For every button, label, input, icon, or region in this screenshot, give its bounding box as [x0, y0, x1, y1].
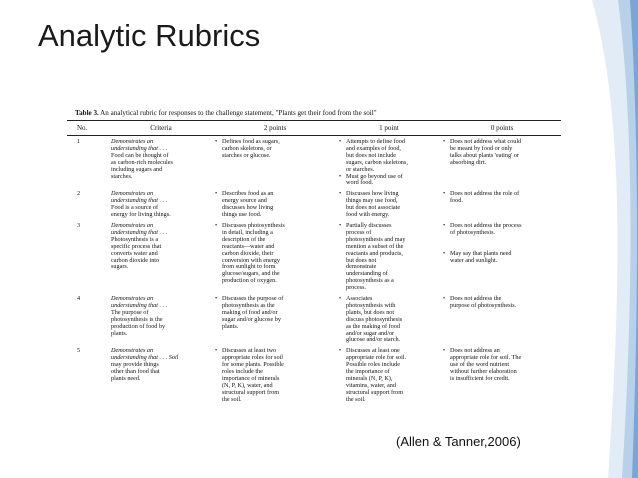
bullet-icon: • [339, 190, 342, 198]
bullet-icon: • [339, 172, 342, 180]
bullet-text [222, 223, 285, 285]
bullet-line: roles include the [222, 368, 263, 376]
criteria-heading-line: Demonstrates an [111, 190, 154, 198]
one-point-cell [335, 296, 439, 344]
bullet-item [339, 174, 439, 188]
bullet-line: for some plants. Possible [222, 361, 284, 369]
criteria-text-line: production of food by [111, 322, 166, 330]
bullet-item [215, 139, 335, 160]
two-points-cell [211, 223, 335, 292]
bullet-line: plants, but does not [346, 308, 395, 316]
bullet-item [215, 191, 335, 219]
criteria-heading-line: understanding that . . . [111, 144, 168, 152]
bullet-line: Does not address the process [450, 221, 522, 229]
bullet-text [346, 139, 408, 174]
swoosh-graphic [578, 0, 638, 478]
header-1-point: 1 point [379, 124, 399, 132]
bullet-line: description of the [222, 235, 266, 243]
criteria-text-line: photosynthesis is the [111, 315, 163, 323]
bullet-icon: • [443, 295, 446, 303]
two-points-cell [211, 191, 335, 219]
bullet-line: Describes food as an [222, 190, 274, 198]
zero-points-cell [439, 139, 561, 187]
criteria-text-line: plants. [111, 329, 128, 337]
criteria-heading-line: understanding that . . . [111, 197, 168, 205]
bullet-icon: • [339, 347, 342, 355]
bullet-line: food. [450, 197, 463, 205]
zero-points-cell [439, 348, 561, 403]
header-no: No. [77, 124, 88, 132]
bullet-line: discuss photosynthesis [346, 315, 403, 323]
criteria-heading-line: Demonstrates an [111, 138, 154, 145]
row-number: 2 [77, 190, 81, 198]
bullet-line: but does not include [346, 151, 397, 159]
decorative-swoosh [578, 0, 638, 478]
bullet-line: and examples of food, [346, 144, 401, 152]
bullet-line: Possible roles include [346, 361, 400, 369]
bullet-icon: • [443, 347, 446, 355]
criteria-text-line: starches. [111, 172, 133, 180]
bullet-line: the soil. [222, 395, 242, 403]
bullet-line: photosynthesis with [346, 301, 396, 309]
bullet-line: without further elaboration [450, 368, 517, 376]
bullet-line: be meant by food or only [450, 144, 513, 152]
criteria-cell [111, 191, 211, 219]
bullet-text [450, 223, 521, 237]
zero-points-cell [439, 296, 561, 344]
one-point-cell [335, 191, 439, 219]
bullet-text [346, 348, 406, 403]
bullet-line: Does not address the role of [450, 190, 520, 198]
bullet-line: of photosynthesis. [450, 228, 496, 236]
bullet-item [443, 251, 561, 265]
table-caption-text: An analytical rubric for responses to the challenge statement, "Plants get their food from the soil" [98, 109, 377, 117]
bullet-icon: • [339, 295, 342, 303]
table-row [67, 219, 561, 292]
bullet-text [222, 139, 280, 160]
bullet-line: photosynthesis as a [346, 277, 394, 285]
bullet-line: Partially discusses [346, 221, 392, 229]
criteria-cell [111, 139, 211, 187]
citation: (Allen & Tanner,2006) [396, 434, 521, 449]
bullet-text [222, 348, 284, 403]
bullet-line: discusses how living [222, 204, 274, 212]
bullet-line: minerals (N, P, K), [346, 375, 393, 382]
bullet-line: absorbing dirt. [450, 158, 487, 166]
bullet-line: and/or sugar and/or [346, 329, 395, 337]
bullet-line: things use food. [222, 211, 262, 219]
bullet-item [443, 139, 561, 167]
bullet-line: word food. [346, 179, 374, 187]
criteria-text-line: carbon dioxide into [111, 256, 160, 264]
row-number: 3 [77, 221, 81, 229]
bullet-line: photosynthesis and may [346, 235, 406, 243]
bullet-text [450, 139, 521, 167]
bullet-line: reactants—water and [222, 242, 275, 250]
table-body [67, 136, 561, 404]
bullet-line: Discusses at least one [346, 347, 400, 355]
bullet-line: appropriate roles for soil [222, 354, 283, 362]
bullet-line: the soil. [346, 395, 366, 403]
bullet-line: but does not [346, 256, 377, 264]
zero-points-cell [439, 223, 561, 292]
one-point-cell [335, 139, 439, 187]
table-row [67, 136, 561, 187]
bullet-line: glucose/sugars, and the [222, 270, 280, 278]
criteria-heading-line: Demonstrates an [111, 347, 154, 355]
table-row [67, 187, 561, 219]
bullet-line: photosynthesis as the [222, 301, 275, 309]
bullet-line: Defines food as sugars, [222, 138, 280, 145]
bullet-line: vitamins, water, and [346, 381, 396, 389]
bullet-line: reactants and products, [346, 249, 403, 257]
bullet-item [443, 191, 561, 205]
bullet-line: Discusses how living [346, 190, 399, 198]
criteria-text-line: other than food that [111, 368, 160, 376]
bullet-line: May say that plants need [450, 249, 512, 257]
criteria-text-line: converts water and [111, 249, 158, 257]
bullet-text [222, 191, 273, 219]
row-number: 5 [77, 347, 81, 355]
header-2-points: 2 points [263, 124, 287, 132]
bullet-line: appropriate role for soil. [346, 354, 407, 362]
zero-points-cell [439, 191, 561, 219]
criteria-text-line: The purpose of [111, 308, 149, 316]
bullet-text [346, 191, 400, 219]
bullet-line: but does not associate [346, 204, 401, 212]
bullet-line: water and sunlight. [450, 256, 498, 264]
criteria-text-line: plants need. [111, 375, 141, 382]
criteria-text-line: including sugars and [111, 165, 163, 173]
two-points-cell [211, 139, 335, 187]
criteria-heading-line: understanding that . . . [111, 301, 168, 309]
bullet-text [346, 223, 405, 292]
bullet-line: structural support from [222, 388, 280, 396]
bullet-line: conversion with energy [222, 256, 280, 264]
bullet-line: making of food and/or [222, 308, 278, 316]
bullet-line: carbon skeletons, or [222, 144, 272, 152]
bullet-line: is insufficient for credit. [450, 375, 510, 382]
criteria-text-line: Food is a source of [111, 204, 159, 212]
table-header-row [67, 121, 561, 136]
bullet-text [450, 348, 521, 383]
bullet-line: Discusses the purpose of [222, 295, 284, 303]
bullet-line: sugars, carbon skeletons, [346, 158, 408, 166]
bullet-item [339, 139, 439, 174]
bullet-line: energy source and [222, 197, 267, 205]
bullet-item [339, 223, 439, 292]
criteria-text-line: specific process that [111, 242, 162, 250]
bullet-icon: • [443, 221, 446, 229]
criteria-text-line: Photosynthesis is a [111, 235, 159, 243]
bullet-line: food with energy. [346, 211, 390, 219]
criteria-text-line: Food can be thought of [111, 151, 169, 159]
bullet-line: understanding of [346, 270, 388, 278]
bullet-line: Does not address what could [450, 138, 522, 145]
bullet-text [346, 296, 402, 344]
criteria-cell [111, 296, 211, 344]
bullet-item [339, 191, 439, 219]
bullet-icon: • [215, 138, 218, 145]
bullet-icon: • [443, 249, 446, 257]
one-point-cell [335, 223, 439, 292]
table-row [67, 292, 561, 344]
table-row [67, 344, 561, 403]
bullet-line: from sunlight to form [222, 263, 276, 271]
bullet-item [215, 296, 335, 331]
bullet-text [222, 296, 283, 331]
bullet-item [215, 348, 335, 403]
bullet-line: process of [346, 228, 372, 236]
bullet-line: things may use food, [346, 197, 398, 205]
bullet-icon: • [339, 221, 342, 229]
criteria-heading-line: understanding that . . . Soil [111, 354, 179, 362]
bullet-line: structural support from [346, 388, 404, 396]
header-criteria: Criteria [150, 124, 172, 132]
header-0-points: 0 points [490, 124, 514, 132]
bullet-line: Discusses at least two [222, 347, 277, 355]
bullet-item [443, 223, 561, 237]
bullet-line: as the making of food [346, 322, 400, 330]
bullet-line: Attempts to define food [346, 138, 405, 145]
bullet-icon: • [443, 190, 446, 198]
bullet-line: (N, P, K), water, and [222, 381, 273, 389]
bullet-line: Discusses photosynthesis [222, 221, 285, 229]
bullet-item [339, 348, 439, 403]
bullet-item [339, 296, 439, 344]
one-point-cell [335, 348, 439, 403]
bullet-text [450, 191, 519, 205]
bullet-text [346, 174, 403, 188]
bullet-line: Associates [346, 295, 373, 303]
bullet-icon: • [215, 190, 218, 198]
bullet-line: appropriate role for soil. The [450, 354, 522, 362]
slide-title: Analytic Rubrics [38, 18, 261, 53]
criteria-text-line: energy for living things. [111, 211, 171, 219]
bullet-line: starches or glucose. [222, 151, 271, 159]
bullet-item [215, 223, 335, 285]
bullet-line: Does not address the [450, 295, 502, 303]
row-number: 1 [77, 138, 81, 145]
rubric-table-image [67, 102, 561, 420]
bullet-icon: • [339, 138, 342, 145]
table-caption-label: Table 3. [75, 109, 99, 117]
criteria-text-line: as carbon-rich molecules [111, 158, 173, 166]
criteria-cell [111, 348, 211, 403]
criteria-heading-line: understanding that . . . [111, 228, 168, 236]
bullet-line: talks about plants 'eating' or [450, 151, 519, 159]
bullet-line: glucose and/or starch. [346, 336, 401, 344]
bullet-text [450, 251, 512, 265]
two-points-cell [211, 348, 335, 403]
bullet-icon: • [443, 138, 446, 145]
criteria-heading-line: Demonstrates an [111, 295, 154, 303]
bullet-item [443, 348, 561, 383]
bullet-icon: • [215, 221, 218, 229]
bullet-line: mention a subset of the [346, 242, 404, 250]
bullet-line: sugar and/or glucose by [222, 315, 281, 323]
bullet-line: in detail, including a [222, 228, 273, 236]
criteria-text-line: may provide things [111, 361, 159, 369]
bullet-line: production of oxygen. [222, 277, 277, 285]
criteria-cell [111, 223, 211, 292]
table-caption [67, 102, 561, 121]
bullet-line: the importance of [346, 368, 390, 376]
bullet-line: Must go beyond use of [346, 172, 403, 180]
bullet-text [450, 296, 516, 310]
bullet-icon: • [215, 295, 218, 303]
bullet-line: demonstrate [346, 263, 377, 271]
criteria-text-line: sugars. [111, 263, 129, 271]
bullet-line: carbon dioxide, their [222, 249, 274, 257]
bullet-line: importance of minerals [222, 375, 280, 382]
bullet-line: use of the word nutrient [450, 361, 510, 369]
bullet-line: plants. [222, 322, 239, 330]
row-number: 4 [77, 295, 81, 303]
bullet-line: process. [346, 284, 367, 292]
bullet-line: or starches. [346, 165, 375, 173]
bullet-line: purpose of photosynthesis. [450, 301, 517, 309]
bullet-item [443, 296, 561, 310]
criteria-heading-line: Demonstrates an [111, 221, 154, 229]
bullet-icon: • [215, 347, 218, 355]
bullet-line: Does not address an [450, 347, 500, 355]
two-points-cell [211, 296, 335, 344]
